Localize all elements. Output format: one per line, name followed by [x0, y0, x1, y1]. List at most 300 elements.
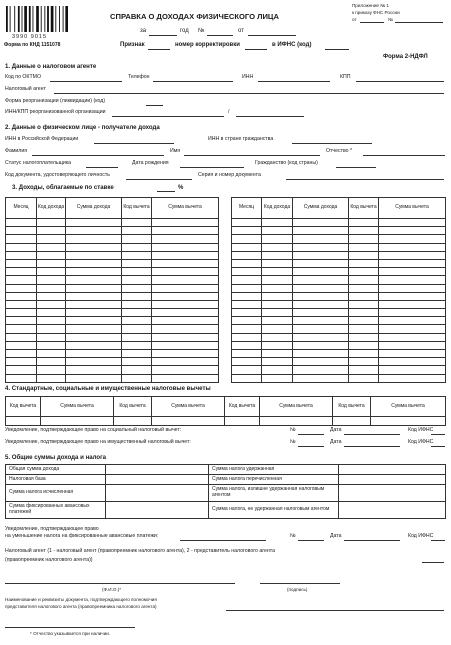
table-cell[interactable]: [349, 333, 379, 341]
table-cell[interactable]: [152, 251, 219, 259]
deductions-table: [5, 396, 446, 426]
table-cell[interactable]: [66, 268, 122, 276]
table-cell[interactable]: [262, 300, 293, 308]
table-cell[interactable]: [122, 251, 152, 259]
table-cell[interactable]: [379, 350, 446, 358]
fio-caption: (Ф.И.О.)*: [102, 587, 122, 592]
table-cell[interactable]: [379, 317, 446, 325]
table-row: [232, 284, 446, 292]
table-cell[interactable]: [152, 358, 219, 366]
reorg-org-label: ИНН/КПП реорганизованной организации: [5, 109, 106, 115]
table-cell[interactable]: [232, 292, 262, 300]
barcode-number: 3990 9015: [12, 34, 47, 40]
table-cell[interactable]: [232, 276, 262, 284]
table-cell[interactable]: [122, 243, 152, 251]
table-cell[interactable]: [122, 292, 152, 300]
table-cell[interactable]: [152, 374, 219, 382]
inn-rf-label: ИНН в Российской Федерации: [5, 136, 79, 142]
section5-title: 5. Общие суммы дохода и налога: [5, 454, 107, 461]
table-cell[interactable]: [6, 317, 37, 325]
table-cell[interactable]: [232, 358, 262, 366]
table-row: [6, 284, 219, 292]
month-header: Месяц: [232, 198, 262, 219]
notice-social: Уведомление, подтверждающее право на социальный налоговый вычет:: [5, 427, 182, 433]
form-code: Форма 2-НДФЛ: [383, 54, 428, 60]
tax-base-label: Налоговая база: [6, 475, 106, 485]
table-cell[interactable]: [349, 350, 379, 358]
table-cell[interactable]: [293, 235, 349, 243]
table-cell[interactable]: [6, 251, 37, 259]
table-cell[interactable]: [349, 276, 379, 284]
table-cell[interactable]: [379, 333, 446, 341]
table-cell[interactable]: [152, 341, 219, 349]
table-cell[interactable]: [37, 300, 66, 308]
table-cell[interactable]: [122, 235, 152, 243]
table-cell[interactable]: [6, 374, 37, 382]
from-label: от: [238, 28, 244, 34]
rep-doc-l1: Наименование и реквизиты документа, подтверждающего полномочия: [5, 597, 157, 602]
table-cell[interactable]: [262, 251, 293, 259]
table-cell[interactable]: [37, 268, 66, 276]
table-cell[interactable]: [122, 268, 152, 276]
table-cell[interactable]: [66, 333, 122, 341]
table-cell[interactable]: [379, 251, 446, 259]
table-cell[interactable]: [349, 235, 379, 243]
table-cell[interactable]: [152, 259, 219, 267]
table-cell[interactable]: [6, 358, 37, 366]
table-cell[interactable]: [122, 227, 152, 235]
table-cell[interactable]: [293, 276, 349, 284]
table-cell[interactable]: [379, 366, 446, 374]
income-table-left: [5, 197, 219, 383]
table-row: [6, 374, 219, 382]
table-cell[interactable]: [66, 300, 122, 308]
deduction-sum-header: Сумма вычета: [260, 397, 333, 417]
table-cell[interactable]: [66, 259, 122, 267]
table-cell[interactable]: [6, 341, 37, 349]
table-cell[interactable]: [122, 366, 152, 374]
table-cell[interactable]: [122, 300, 152, 308]
table-cell[interactable]: [37, 333, 66, 341]
reorg-form-label: Форма реорганизации (ликвидации) (код): [5, 98, 106, 104]
footnote: * Отчество указывается при наличии.: [30, 631, 111, 636]
table-cell[interactable]: [262, 276, 293, 284]
table-row: [232, 276, 446, 284]
table-cell[interactable]: [262, 366, 293, 374]
table-cell[interactable]: [232, 219, 262, 227]
tax-not-withheld-label: Сумма налога, не удержанная налоговым агентом: [209, 502, 339, 519]
table-row: [232, 325, 446, 333]
table-row: [6, 300, 219, 308]
rep-doc-l2: представителя налогового агента (правопреемника налогового агента): [5, 604, 157, 609]
table-row: [232, 292, 446, 300]
table-cell[interactable]: [37, 317, 66, 325]
table-cell[interactable]: [349, 284, 379, 292]
table-cell[interactable]: [379, 268, 446, 276]
table-cell[interactable]: [262, 309, 293, 317]
table-cell[interactable]: [232, 317, 262, 325]
table-row: [6, 268, 219, 276]
table-cell[interactable]: [349, 259, 379, 267]
table-cell[interactable]: [66, 276, 122, 284]
appendix-line1: Приложение № 1: [352, 3, 389, 8]
table-cell[interactable]: [349, 243, 379, 251]
page-title: СПРАВКА О ДОХОДАХ ФИЗИЧЕСКОГО ЛИЦА: [110, 12, 279, 21]
table-cell[interactable]: [349, 325, 379, 333]
table-cell[interactable]: [6, 243, 37, 251]
table-cell[interactable]: [152, 300, 219, 308]
table-cell[interactable]: [232, 374, 262, 382]
agent-type-l2: (правопреемник налогового агента)): [5, 557, 93, 563]
table-cell[interactable]: [379, 374, 446, 382]
table-cell[interactable]: [6, 259, 37, 267]
table-cell[interactable]: [66, 292, 122, 300]
table-cell[interactable]: [152, 243, 219, 251]
table-cell[interactable]: [293, 333, 349, 341]
table-cell[interactable]: [6, 227, 37, 235]
table-cell[interactable]: [122, 309, 152, 317]
table-cell[interactable]: [293, 227, 349, 235]
table-row: [6, 251, 219, 259]
table-cell[interactable]: [66, 219, 122, 227]
table-cell[interactable]: [262, 284, 293, 292]
table-cell[interactable]: [379, 284, 446, 292]
table-row: [6, 366, 219, 374]
phone-label: Телефон: [128, 74, 150, 80]
table-cell[interactable]: [349, 358, 379, 366]
table-cell[interactable]: [262, 292, 293, 300]
correction-label: номер корректировки: [175, 42, 240, 48]
table-cell[interactable]: [293, 350, 349, 358]
birthdate-label: Дата рождения: [132, 160, 169, 166]
table-cell[interactable]: [349, 251, 379, 259]
table-cell[interactable]: [66, 325, 122, 333]
ifns-label: в ИФНС (код): [272, 42, 312, 48]
table-cell[interactable]: [293, 300, 349, 308]
table-row: [232, 366, 446, 374]
table-row: [232, 333, 446, 341]
table-cell[interactable]: [66, 358, 122, 366]
table-cell[interactable]: [37, 219, 66, 227]
table-cell[interactable]: [293, 284, 349, 292]
table-cell[interactable]: [66, 235, 122, 243]
table-cell[interactable]: [349, 292, 379, 300]
appendix-no: №: [388, 17, 393, 22]
table-cell[interactable]: [262, 243, 293, 251]
table-cell[interactable]: [232, 227, 262, 235]
table-cell[interactable]: [152, 235, 219, 243]
table-cell[interactable]: [293, 341, 349, 349]
tax-withheld-label: Сумма налога удержанная: [209, 465, 339, 475]
table-cell[interactable]: [6, 284, 37, 292]
table-cell[interactable]: [262, 317, 293, 325]
name-label: Имя: [170, 148, 181, 154]
table-cell[interactable]: [379, 358, 446, 366]
table-cell[interactable]: [262, 259, 293, 267]
table-cell[interactable]: [293, 268, 349, 276]
table-cell[interactable]: [66, 366, 122, 374]
table-cell[interactable]: [6, 333, 37, 341]
table-cell[interactable]: [379, 259, 446, 267]
table-cell[interactable]: [262, 219, 293, 227]
doc-code-label: Код документа, удостоверяющего личность: [5, 172, 110, 178]
table-cell[interactable]: [122, 358, 152, 366]
table-cell[interactable]: [349, 227, 379, 235]
table-cell[interactable]: [122, 325, 152, 333]
notice-fixed-l1: Уведомление, подтверждающее право: [5, 526, 99, 532]
table-row: [232, 251, 446, 259]
table-row: [6, 358, 219, 366]
table-cell[interactable]: [349, 317, 379, 325]
deduction-sum-header: Сумма вычета: [41, 397, 114, 417]
table-cell[interactable]: [232, 235, 262, 243]
table-cell[interactable]: [6, 235, 37, 243]
priznak-label: Признак: [120, 42, 145, 48]
table-cell[interactable]: [37, 259, 66, 267]
table-cell[interactable]: [349, 366, 379, 374]
table-row: [232, 317, 446, 325]
table-cell[interactable]: [66, 227, 122, 235]
table-cell[interactable]: [152, 309, 219, 317]
table-cell[interactable]: [122, 333, 152, 341]
table-cell[interactable]: [379, 300, 446, 308]
table-row: [232, 219, 446, 227]
table-cell[interactable]: [66, 243, 122, 251]
table-cell[interactable]: [379, 235, 446, 243]
fixed-advance-label: Сумма фиксированных авансовых платежей: [6, 502, 106, 519]
year-label: год: [180, 28, 189, 34]
form-knd: Форма по КНД 1151078: [4, 42, 61, 48]
table-cell[interactable]: [6, 309, 37, 317]
table-cell[interactable]: [232, 300, 262, 308]
table-cell[interactable]: [122, 259, 152, 267]
table-cell[interactable]: [152, 366, 219, 374]
table-cell[interactable]: [122, 284, 152, 292]
table-cell[interactable]: [37, 227, 66, 235]
table-cell[interactable]: [379, 276, 446, 284]
table-cell[interactable]: [232, 243, 262, 251]
table-cell[interactable]: [66, 284, 122, 292]
totals-table: [5, 464, 446, 519]
table-cell[interactable]: [152, 292, 219, 300]
table-cell[interactable]: [6, 325, 37, 333]
table-cell[interactable]: [37, 284, 66, 292]
citizenship-label: Гражданство (код страны): [255, 160, 318, 166]
table-cell[interactable]: [293, 366, 349, 374]
table-cell[interactable]: [349, 341, 379, 349]
table-cell[interactable]: [379, 325, 446, 333]
table-cell[interactable]: [122, 219, 152, 227]
table-cell[interactable]: [379, 243, 446, 251]
table-cell[interactable]: [66, 350, 122, 358]
table-cell[interactable]: [152, 227, 219, 235]
income-sum-header: Сумма дохода: [66, 198, 122, 219]
table-row: [232, 243, 446, 251]
table-cell[interactable]: [152, 333, 219, 341]
deduction-code-header: Код вычета: [114, 397, 152, 417]
table-cell[interactable]: [6, 276, 37, 284]
deduction-sum-header: Сумма вычета: [379, 198, 446, 219]
table-row: [232, 374, 446, 382]
table-row: [232, 350, 446, 358]
table-cell[interactable]: [379, 309, 446, 317]
appendix-line2: к приказу ФНС России: [352, 10, 400, 15]
table-row: [232, 235, 446, 243]
table-cell[interactable]: [152, 219, 219, 227]
table-row: [6, 227, 219, 235]
deduction-code-header: Код вычета: [349, 198, 379, 219]
section4-title: 4. Стандартные, социальные и имущественные налоговые вычеты: [5, 385, 211, 392]
table-cell[interactable]: [152, 325, 219, 333]
agent-type-l1: Налоговый агент (1 - налоговый агент (правопреемник налогового агента), 2 - представитель налогового агента: [5, 548, 275, 554]
table-cell[interactable]: [293, 358, 349, 366]
table-cell[interactable]: [349, 268, 379, 276]
table-cell[interactable]: [37, 276, 66, 284]
table-cell[interactable]: [122, 350, 152, 358]
table-cell[interactable]: [6, 350, 37, 358]
table-cell[interactable]: [293, 243, 349, 251]
table-cell[interactable]: [66, 251, 122, 259]
table-cell[interactable]: [293, 259, 349, 267]
table-cell[interactable]: [152, 350, 219, 358]
table-cell[interactable]: [349, 219, 379, 227]
table-cell[interactable]: [37, 325, 66, 333]
table-row: [232, 227, 446, 235]
doc-series-label: Серия и номер документа: [198, 172, 261, 178]
deduction-code-header: Код вычета: [6, 397, 41, 417]
table-cell[interactable]: [66, 341, 122, 349]
table-cell[interactable]: [293, 219, 349, 227]
table-cell[interactable]: [232, 309, 262, 317]
table-row: [6, 259, 219, 267]
table-cell[interactable]: [66, 374, 122, 382]
table-cell[interactable]: [66, 317, 122, 325]
table-cell[interactable]: [152, 284, 219, 292]
table-cell[interactable]: [232, 341, 262, 349]
table-cell[interactable]: [293, 325, 349, 333]
table-cell[interactable]: [6, 292, 37, 300]
table-row: [6, 350, 219, 358]
deduction-sum-header: Сумма вычета: [371, 397, 446, 417]
table-row: [232, 358, 446, 366]
table-cell[interactable]: [379, 219, 446, 227]
status-label: Статус налогоплательщика: [5, 160, 72, 166]
table-cell[interactable]: [293, 317, 349, 325]
table-row: [232, 259, 446, 267]
kpp-label: КПП: [340, 74, 351, 80]
table-row: [6, 333, 219, 341]
za-label: за: [140, 28, 147, 34]
table-cell[interactable]: [349, 300, 379, 308]
table-cell[interactable]: [152, 268, 219, 276]
table-cell[interactable]: [232, 251, 262, 259]
table-cell[interactable]: [37, 374, 66, 382]
table-cell[interactable]: [37, 358, 66, 366]
table-cell[interactable]: [37, 251, 66, 259]
table-cell[interactable]: [262, 325, 293, 333]
table-cell[interactable]: [66, 309, 122, 317]
table-cell[interactable]: [6, 300, 37, 308]
table-cell[interactable]: [37, 350, 66, 358]
total-income-label: Общая сумма дохода: [6, 465, 106, 475]
table-cell[interactable]: [122, 276, 152, 284]
table-cell[interactable]: [293, 251, 349, 259]
table-cell[interactable]: [37, 341, 66, 349]
table-cell[interactable]: [262, 358, 293, 366]
table-row: [6, 317, 219, 325]
tax-overwithheld-label: Сумма налога, излишне удержанная налоговым агентом: [209, 485, 339, 502]
table-cell[interactable]: [232, 325, 262, 333]
table-cell[interactable]: [37, 292, 66, 300]
table-cell[interactable]: [6, 366, 37, 374]
table-cell[interactable]: [262, 227, 293, 235]
percent-sign: %: [178, 185, 184, 191]
oktmo-label: Код по ОКТМО: [5, 74, 41, 80]
table-cell[interactable]: [349, 309, 379, 317]
tax-calculated-label: Сумма налога исчисленная: [6, 485, 106, 502]
table-cell[interactable]: [232, 350, 262, 358]
table-cell[interactable]: [293, 292, 349, 300]
table-cell[interactable]: [262, 374, 293, 382]
table-row: [232, 300, 446, 308]
table-cell[interactable]: [6, 268, 37, 276]
table-cell[interactable]: [6, 219, 37, 227]
table-cell[interactable]: [379, 292, 446, 300]
table-cell[interactable]: [232, 366, 262, 374]
table-cell[interactable]: [262, 341, 293, 349]
table-cell[interactable]: [37, 235, 66, 243]
deduction-sum-header: Сумма вычета: [152, 397, 225, 417]
table-cell[interactable]: [152, 276, 219, 284]
notice-fixed-l2: на уменьшение налога на фиксированные авансовые платежи:: [5, 533, 159, 539]
table-cell[interactable]: [37, 309, 66, 317]
table-cell[interactable]: [232, 333, 262, 341]
table-cell[interactable]: [349, 374, 379, 382]
table-cell[interactable]: [293, 374, 349, 382]
table-cell[interactable]: [262, 333, 293, 341]
table-cell[interactable]: [379, 341, 446, 349]
table-cell[interactable]: [122, 374, 152, 382]
table-cell[interactable]: [122, 341, 152, 349]
table-cell[interactable]: [293, 309, 349, 317]
signature-caption: (подпись): [287, 587, 308, 592]
table-cell[interactable]: [232, 259, 262, 267]
table-row: [232, 309, 446, 317]
reorg-slash: /: [228, 109, 230, 115]
notice-property-date: Дата: [330, 439, 342, 445]
table-cell[interactable]: [379, 227, 446, 235]
deduction-code-header: Код вычета: [333, 397, 371, 417]
table-cell[interactable]: [152, 317, 219, 325]
notice-social-ifns: Код ИФНС: [408, 427, 434, 433]
table-row: [6, 309, 219, 317]
table-cell[interactable]: [232, 268, 262, 276]
table-row: [232, 341, 446, 349]
deduction-code-header: Код вычета: [122, 198, 152, 219]
table-cell[interactable]: [232, 284, 262, 292]
notice-property-ifns: Код ИФНС: [408, 439, 434, 445]
inn-foreign-label: ИНН в стране гражданства: [208, 136, 274, 142]
table-cell[interactable]: [262, 268, 293, 276]
barcode-icon: [4, 4, 68, 34]
table-cell[interactable]: [262, 350, 293, 358]
table-cell[interactable]: [37, 243, 66, 251]
table-row: [6, 292, 219, 300]
table-cell[interactable]: [122, 317, 152, 325]
table-cell[interactable]: [262, 235, 293, 243]
table-row: [6, 276, 219, 284]
table-cell[interactable]: [37, 366, 66, 374]
